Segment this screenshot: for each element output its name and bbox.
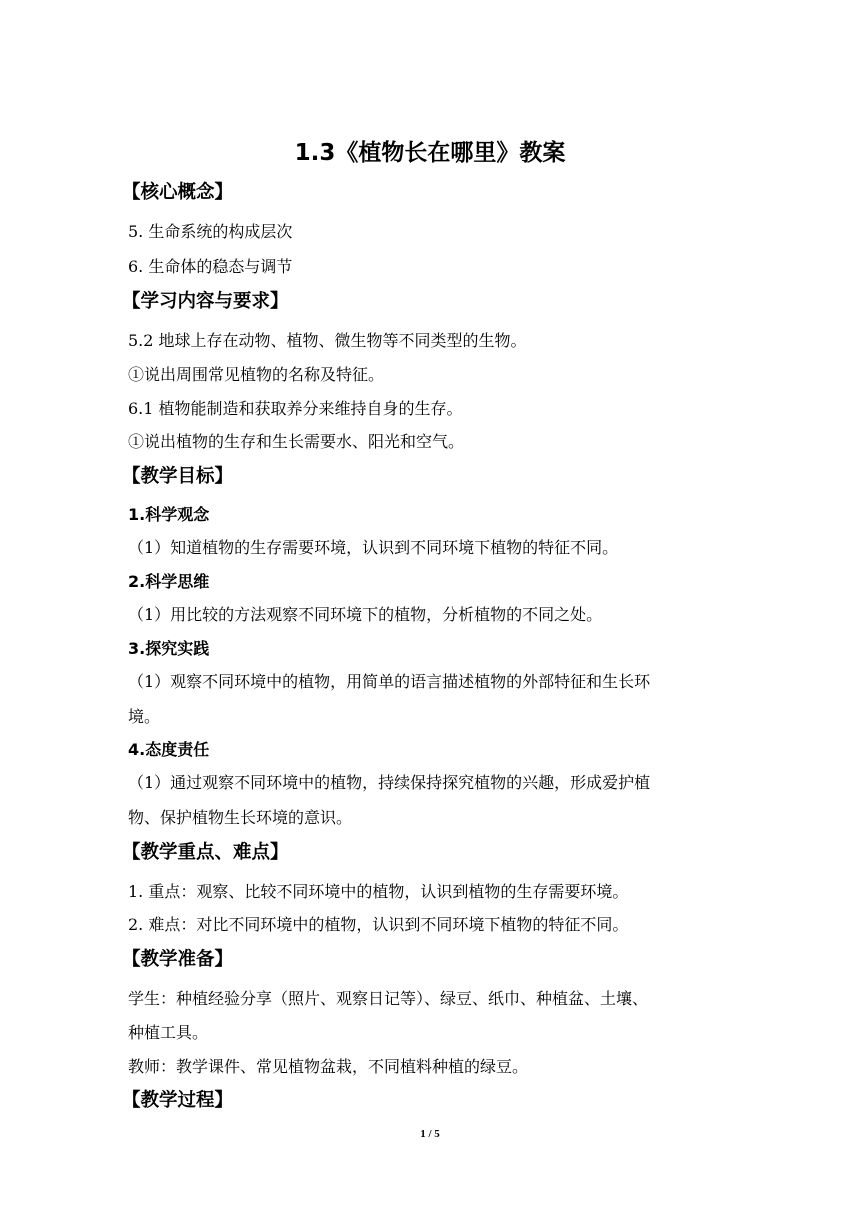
content-item: ①说出周围常见植物的名称及特征。 <box>128 365 385 384</box>
section-heading-learning-content: 【学习内容与要求】 <box>122 291 289 312</box>
key-point-item: 1. 重点：观察、比较不同环境中的植物，认识到植物的生存需要环境。 <box>128 882 629 901</box>
section-heading-teaching-process: 【教学过程】 <box>122 1090 234 1111</box>
goal-subheading: 3.探究实践 <box>128 639 210 658</box>
section-heading-core-concepts: 【核心概念】 <box>122 182 234 203</box>
concept-item: 6. 生命体的稳态与调节 <box>128 257 293 276</box>
section-heading-teaching-goals: 【教学目标】 <box>122 466 234 487</box>
preparation-item: 教师：教学课件、常见植物盆栽，不同植料种植的绿豆。 <box>128 1057 529 1076</box>
content-item: 6.1 植物能制造和获取养分来维持自身的生存。 <box>128 399 463 418</box>
content-item: 5.2 地球上存在动物、植物、微生物等不同类型的生物。 <box>128 331 527 350</box>
goal-item: （1）用比较的方法观察不同环境下的植物，分析植物的不同之处。 <box>128 605 603 624</box>
goal-subheading: 2.科学思维 <box>128 572 210 591</box>
preparation-item: 学生：种植经验分享（照片、观察日记等）、绿豆、纸巾、种植盆、土壤、 <box>128 989 649 1008</box>
document-title: 1.3《植物长在哪里》教案 <box>294 140 566 166</box>
section-heading-key-points: 【教学重点、难点】 <box>122 842 289 863</box>
section-heading-preparation: 【教学准备】 <box>122 949 234 970</box>
goal-item: （1）通过观察不同环境中的植物，持续保持探究植物的兴趣，形成爱护植 <box>128 773 651 792</box>
preparation-item-continued: 种植工具。 <box>128 1023 209 1042</box>
goal-item-continued: 物、保护植物生长环境的意识。 <box>128 808 353 827</box>
page-number: 1 / 5 <box>420 1128 440 1140</box>
content-item: ①说出植物的生存和生长需要水、阳光和空气。 <box>128 432 465 451</box>
concept-item: 5. 生命系统的构成层次 <box>128 222 293 241</box>
goal-item: （1）知道植物的生存需要环境，认识到不同环境下植物的特征不同。 <box>128 538 619 557</box>
goal-subheading: 1.科学观念 <box>128 505 210 524</box>
key-point-item: 2. 难点：对比不同环境中的植物，认识到不同环境下植物的特征不同。 <box>128 915 629 934</box>
goal-item: （1）观察不同环境中的植物，用简单的语言描述植物的外部特征和生长环 <box>128 672 651 691</box>
goal-item-continued: 境。 <box>128 707 161 726</box>
goal-subheading: 4.态度责任 <box>128 740 210 759</box>
